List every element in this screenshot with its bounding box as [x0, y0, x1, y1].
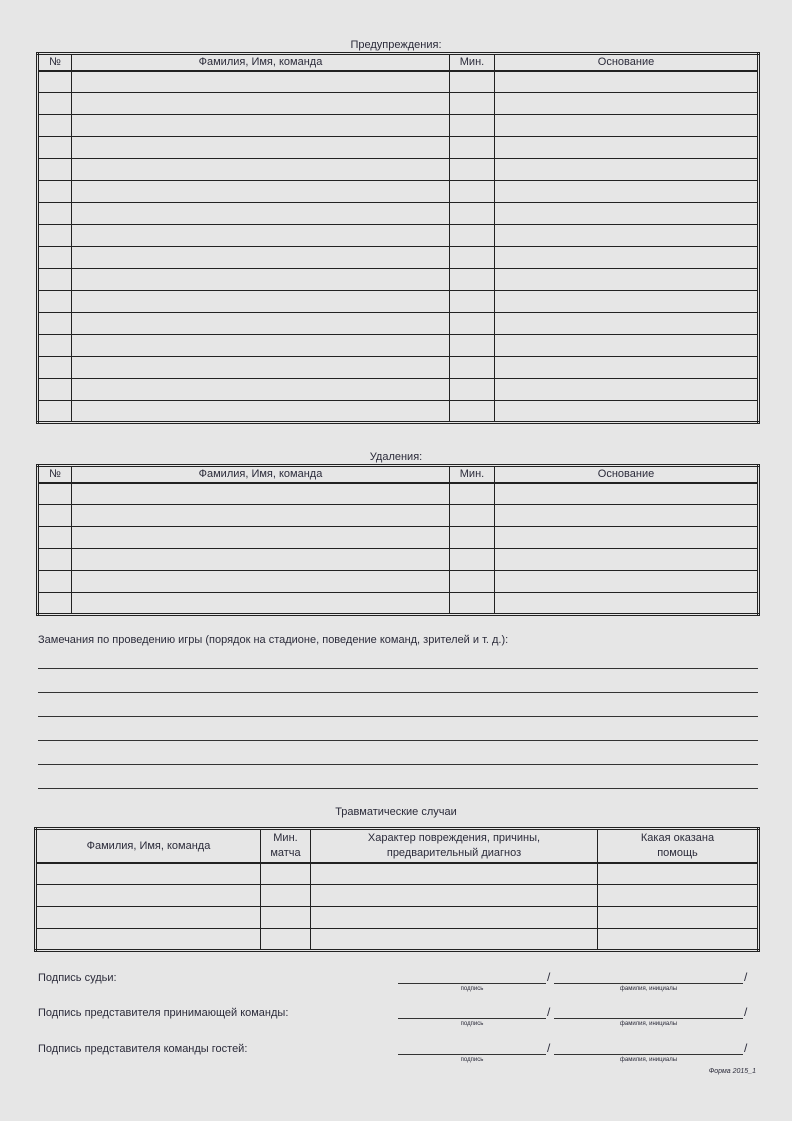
table-row	[38, 571, 759, 593]
column-header-minute: Мин. матча	[261, 829, 311, 863]
table-cell[interactable]	[38, 571, 72, 593]
column-header-minute: Мин.	[450, 54, 495, 71]
table-cell[interactable]	[72, 247, 450, 269]
table-row	[38, 71, 759, 93]
table-cell[interactable]	[38, 247, 72, 269]
table-cell[interactable]	[311, 929, 598, 951]
table-cell[interactable]	[450, 549, 495, 571]
table-cell[interactable]	[495, 505, 759, 527]
table-cell[interactable]	[495, 291, 759, 313]
table-cell[interactable]	[450, 571, 495, 593]
name-line[interactable]	[554, 1018, 743, 1019]
ejections-table	[36, 464, 760, 616]
table-cell[interactable]	[38, 335, 72, 357]
remarks-writing-line[interactable]	[38, 764, 758, 765]
table-row	[38, 269, 759, 291]
column-header-name: Фамилия, Имя, команда	[72, 54, 450, 71]
table-cell[interactable]	[450, 357, 495, 379]
table-cell[interactable]	[495, 93, 759, 115]
slash-separator: /	[744, 970, 748, 984]
table-cell[interactable]	[450, 313, 495, 335]
table-cell[interactable]	[450, 269, 495, 291]
table-cell[interactable]	[38, 483, 72, 505]
signature-caption: подпись	[460, 1057, 484, 1063]
column-header-minute: Мин.	[450, 466, 495, 483]
table-cell[interactable]	[38, 269, 72, 291]
table-cell[interactable]	[72, 401, 450, 423]
table-row	[38, 181, 759, 203]
table-cell[interactable]	[598, 885, 759, 907]
table-cell[interactable]	[72, 203, 450, 225]
table-row	[36, 907, 759, 929]
remarks-writing-line[interactable]	[38, 668, 758, 669]
table-row	[38, 159, 759, 181]
signature-label: Подпись представителя команды гостей:	[38, 1043, 248, 1055]
column-header-name: Фамилия, Имя, команда	[72, 466, 450, 483]
table-cell[interactable]	[450, 593, 495, 615]
table-cell[interactable]	[72, 291, 450, 313]
table-cell[interactable]	[72, 313, 450, 335]
table-cell[interactable]	[38, 313, 72, 335]
table-cell[interactable]	[495, 379, 759, 401]
table-row	[38, 379, 759, 401]
signature-line[interactable]	[398, 983, 546, 984]
table-cell[interactable]	[450, 401, 495, 423]
table-cell[interactable]	[450, 527, 495, 549]
table-cell[interactable]	[38, 203, 72, 225]
table-row	[38, 291, 759, 313]
table-row	[38, 483, 759, 505]
table-cell[interactable]	[36, 885, 261, 907]
table-cell[interactable]	[38, 137, 72, 159]
table-cell[interactable]	[261, 929, 311, 951]
table-cell[interactable]	[72, 379, 450, 401]
signature-caption: подпись	[460, 986, 484, 992]
table-cell[interactable]	[450, 335, 495, 357]
column-header-number: №	[38, 466, 72, 483]
table-cell[interactable]	[450, 291, 495, 313]
remarks-writing-line[interactable]	[38, 692, 758, 693]
table-cell[interactable]	[38, 291, 72, 313]
table-row	[36, 885, 759, 907]
table-cell[interactable]	[495, 269, 759, 291]
table-cell[interactable]	[38, 159, 72, 181]
column-header-number: №	[38, 54, 72, 71]
table-cell[interactable]	[36, 929, 261, 951]
table-cell[interactable]	[72, 137, 450, 159]
signature-label: Подпись судьи:	[38, 972, 117, 984]
table-cell[interactable]	[450, 203, 495, 225]
table-cell[interactable]	[72, 527, 450, 549]
warnings-table	[36, 52, 760, 424]
table-cell[interactable]	[38, 549, 72, 571]
table-cell[interactable]	[38, 593, 72, 615]
table-cell[interactable]	[311, 863, 598, 885]
table-cell[interactable]	[72, 269, 450, 291]
table-cell[interactable]	[72, 115, 450, 137]
table-cell[interactable]	[450, 483, 495, 505]
table-row	[38, 357, 759, 379]
signature-caption: подпись	[460, 1021, 484, 1027]
table-cell[interactable]	[495, 549, 759, 571]
table-row	[38, 593, 759, 615]
table-cell[interactable]	[311, 885, 598, 907]
table-cell[interactable]	[72, 71, 450, 93]
name-line[interactable]	[554, 1054, 743, 1055]
slash-separator: /	[547, 1041, 551, 1055]
table-cell[interactable]	[450, 247, 495, 269]
table-cell[interactable]	[72, 93, 450, 115]
injuries-title: Травматические случаи	[335, 806, 457, 818]
table-cell[interactable]	[72, 225, 450, 247]
table-cell[interactable]	[495, 357, 759, 379]
table-row	[38, 527, 759, 549]
table-row	[38, 247, 759, 269]
table-cell[interactable]	[38, 527, 72, 549]
column-header-reason: Основание	[495, 54, 759, 71]
table-cell[interactable]	[72, 505, 450, 527]
table-cell[interactable]	[598, 907, 759, 929]
table-cell[interactable]	[495, 71, 759, 93]
table-cell[interactable]	[72, 335, 450, 357]
table-cell[interactable]	[72, 357, 450, 379]
table-cell[interactable]	[495, 203, 759, 225]
remarks-writing-line[interactable]	[38, 716, 758, 717]
table-row	[38, 225, 759, 247]
table-cell[interactable]	[38, 357, 72, 379]
table-cell[interactable]	[261, 863, 311, 885]
table-row	[38, 335, 759, 357]
remarks-writing-line[interactable]	[38, 740, 758, 741]
table-row	[38, 313, 759, 335]
column-header-help: Какая оказана помощь	[598, 829, 759, 863]
column-header-reason: Основание	[495, 466, 759, 483]
name-caption: фамилия, инициалы	[619, 986, 678, 992]
table-cell[interactable]	[38, 379, 72, 401]
table-cell[interactable]	[495, 593, 759, 615]
table-cell[interactable]	[450, 115, 495, 137]
table-cell[interactable]	[495, 181, 759, 203]
table-cell[interactable]	[38, 401, 72, 423]
name-caption: фамилия, инициалы	[619, 1057, 678, 1063]
table-cell[interactable]	[450, 93, 495, 115]
table-cell[interactable]	[598, 929, 759, 951]
table-cell[interactable]	[495, 225, 759, 247]
table-cell[interactable]	[450, 71, 495, 93]
table-cell[interactable]	[450, 225, 495, 247]
table-cell[interactable]	[450, 181, 495, 203]
table-cell[interactable]	[495, 335, 759, 357]
column-header-name: Фамилия, Имя, команда	[36, 829, 261, 863]
table-cell[interactable]	[450, 159, 495, 181]
slash-separator: /	[744, 1041, 748, 1055]
table-row	[38, 401, 759, 423]
table-cell[interactable]	[72, 571, 450, 593]
table-cell[interactable]	[598, 863, 759, 885]
table-cell[interactable]	[495, 483, 759, 505]
table-cell[interactable]	[495, 115, 759, 137]
table-cell[interactable]	[450, 379, 495, 401]
table-row	[38, 505, 759, 527]
table-cell[interactable]	[495, 527, 759, 549]
table-cell[interactable]	[72, 549, 450, 571]
table-cell[interactable]	[495, 313, 759, 335]
slash-separator: /	[547, 970, 551, 984]
table-cell[interactable]	[38, 115, 72, 137]
table-cell[interactable]	[495, 137, 759, 159]
table-cell[interactable]	[38, 225, 72, 247]
table-cell[interactable]	[38, 505, 72, 527]
signature-label: Подпись представителя принимающей команды:	[38, 1007, 289, 1019]
table-row	[38, 549, 759, 571]
table-row	[38, 115, 759, 137]
signature-line[interactable]	[398, 1018, 546, 1019]
warnings-title: Предупреждения:	[350, 39, 442, 51]
table-cell[interactable]	[38, 181, 72, 203]
table-row	[38, 93, 759, 115]
signature-line[interactable]	[398, 1054, 546, 1055]
remarks-label: Замечания по проведению игры (порядок на стадионе, поведение команд, зрителей и т. д.):	[38, 634, 509, 646]
table-cell[interactable]	[72, 483, 450, 505]
table-cell[interactable]	[38, 93, 72, 115]
column-header-injury: Характер повреждения, причины, предварительный диагноз	[311, 829, 598, 863]
table-cell[interactable]	[72, 159, 450, 181]
table-cell[interactable]	[495, 247, 759, 269]
table-cell[interactable]	[38, 71, 72, 93]
slash-separator: /	[744, 1005, 748, 1019]
table-cell[interactable]	[72, 593, 450, 615]
table-cell[interactable]	[495, 401, 759, 423]
table-cell[interactable]	[36, 863, 261, 885]
table-row	[38, 137, 759, 159]
ejections-title: Удаления:	[369, 451, 423, 463]
table-cell[interactable]	[72, 181, 450, 203]
form-code: Форма 2015_1	[708, 1068, 756, 1075]
table-cell[interactable]	[450, 505, 495, 527]
table-cell[interactable]	[495, 571, 759, 593]
injuries-table	[34, 827, 760, 952]
name-caption: фамилия, инициалы	[619, 1021, 678, 1027]
table-row	[36, 929, 759, 951]
table-cell[interactable]	[311, 907, 598, 929]
table-row	[36, 863, 759, 885]
table-cell[interactable]	[261, 885, 311, 907]
name-line[interactable]	[554, 983, 743, 984]
table-cell[interactable]	[495, 159, 759, 181]
table-cell[interactable]	[261, 907, 311, 929]
table-cell[interactable]	[450, 137, 495, 159]
table-cell[interactable]	[36, 907, 261, 929]
remarks-writing-line[interactable]	[38, 788, 758, 789]
slash-separator: /	[547, 1005, 551, 1019]
table-row	[38, 203, 759, 225]
